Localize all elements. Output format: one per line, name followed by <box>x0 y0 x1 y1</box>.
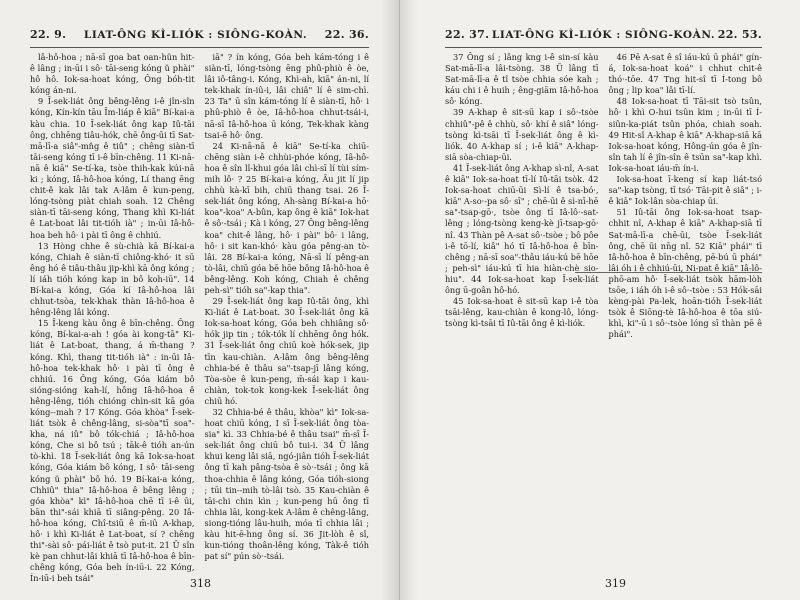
paragraph: iā" ? ín kóng, Góa beh kám-tóng i ê siàn-tī, lóng-tsòng ēng phû-phiò ê òe, lâi iô-tâng-i. Kóng, Khì-ah, kiā" án-ni, lí tek-khak ín-iû-i, lâi chiâ" lí ê sim-chì. 23 Ta" ū sîn kám-tóng lí ê siàn-tī, hô· i phû-phiò ê òe, Iâ-hô-hoa chhut-tsái-i, nā-sī Iâ-hô-hoa ū kóng, Tek-khak kàng tsai-ē hô· ông. <box>204 52 369 140</box>
left-page-number: 318 <box>190 577 211 590</box>
right-page-number: 319 <box>605 577 626 590</box>
left-column-1 <box>30 52 195 584</box>
right-header-title: LIAT-ÔNG KÌ-LIÓK : SIÔNG-KOÀN. <box>491 29 716 41</box>
paragraph: 41 Ī-sek-liát ông A-khap sì-nî, A-sat ê kiā" Iok-sa-hoat tī-lí Iû-tāi tsòk. 42 Iok-sa-hoat chiū-ūi Sì-lí ê tsa-bó·, kiā" A-so·-pa sô· sī" ; chē-ūi ê sì-nī-hē sa"-tsap-gō·, tsòe ông tī Iâ-lô·-sat-lêng ; lóng-tsòng keng-kè jī-tsap-gō· nî. 43 Thàn pê A-sat sô·-tsòe ; bô pôe i-ê tō-lí, kiâ" hó tī Iâ-hô-hoa ê bīn-chêng ; nā-sī soa"-thâu iáu-kú bē hōe ; peh-sì" iáu-kú tī hia hiàn-chè sio-hiu". 44 Iok-sa-hoat kap Ī-sek-liát ông ū-goân hô-hó. <box>445 162 599 295</box>
right-columns <box>445 52 762 340</box>
left-header-title: LIAT-ÔNG KÌ-LIÓK : SIÔNG-KOÀN. <box>83 29 308 41</box>
paragraph: 48 Iok-sa-hoat tī Tāi-sit tsò tsûn, hô· i khì O-hui tsûn kim ; in-ūi tī Í-siûn-ka-piát tsûn phóa, chiah soah. 49 Hit-sî A-khap ê kiā" A-khap-siā kā Iok-sa-hoat kóng, Hông-ún góa ê jîn-sîn tah lí ê jîn-sîn ê tsūn sa"-kap khì. Iok-sa-hoat iáu-m̄ ín-i. <box>608 96 762 173</box>
paragraph: 13 Hòng chhe ê sù-chià kā Bí-kai-a kóng, Chiah ê siàn-tī chiông-khó· it sū êng hó ê tiâu-thâu jip-khì kā ông kóng ; lí iáh tióh kóng kap in bô koh-iū". 14 Bí-kai-a kóng, Góa kí Iâ-hô-hoa lâi chhut-tsòa, tek-khak thàn Iâ-hô-hoa ê hêng-lêng lâi kóng. <box>30 240 195 318</box>
paragraph: 51 Iû-tāi ông Iok-sa-hoat tsap-chhit nî, A-khap ê kiā" A-khap-siā tī Sat-mā-lī-a chē-ūi, tsòe Ī-sek-liát ông, chē ūi nn̄g nî. 52 Kiā" phái" tī Iâ-hô-hoa ê bīn-chêng, pē-bú ū phái" lâi óh i ê chhiú-ūi, Ni-pat ê kiā" Iâ-lô-phō-am hô· Ī-sek-liát tsòk hām-lòh tsōe, i iáh óh i-ê sô·-tsòe : 53 Hók-sāi kèng-pài Pa-lek, hoān-tióh Ī-sek-liát tsòk ê Siōng-tè Iâ-hô-hoa ê tōa siú-khì, ki"-ū i sô·-tsòe lóng sī thàn pē ê phái". <box>608 207 762 340</box>
right-header-ref-end: 22. 53. <box>717 28 762 41</box>
right-running-head <box>445 28 762 48</box>
paragraph: 37 Ông sí ; lâng kng i-ê sin-sí kàu Sat-mā-lī-a lâi-tsòng. 38 Ū lâng tī Sat-mā-lī-a ê tî tsòe chhia sóe kah ; káu chi i ê huih ; êng-giām Iâ-hô-hoa sô· kóng. <box>445 52 599 107</box>
paragraph: lâ-hô-hoa ; nā-sī goa bat oan-hün hit-ê lâng ; in-ūi i sô· tāi-seng kóng ŭ phài" hô hô. Iok-sa-hoat kóng, Ông bóh-tit kóng án-ni. <box>30 52 195 96</box>
paragraph: 15 Ī-keng kàu ông ê bīn-chêng. Ông kóng, Bí-kai-a-ah ! góa ài kong-tā" Ki-liát ê Lat-boat, thang, á m̄-thang ? kóng. Khì, thang tit-tióh ià" : in-ūi Iâ-hô-hoa tek-khak hô· i pài tī ông ê chhiú. 16 Ông kóng, Góa kiám bô sióng-sióng kah-lí, hông Iâ-hô-hoa ê hêng-lêng, tióh chióng chìn-sit kā góa kóng--mah ? 17 Kóng. Góa khòa" Ī-sek-liát tsòk ê chêng-lâng, si-sòa"tī soa"-kha, ná iû" bô tók-chiá ; Iâ-hô-hoa kóng, Che si bô tsú ; tāk-ê tióh an-ún tò-khì. 18 Ī-sek-liát ông kā Iok-sa-hoat kóng, Góa kiám bô kóng, I sô· tāi-seng kóng ŭ phài" bô hó. 19 Bí-kai-a kóng, Chhiû" thia" Iâ-hô-hoa ê bêng lêng ; góa khòa" kì" Iâ-hô-hoa chē tī i-ê ūi, bān thi"-sái khiā tī siâng-pêng. 20 Iâ-hô-hoa kóng, Chî-tsiū ê m̄-iû A-khap, hô· i khì Ki-liát ê Lat-boat, sí ? chêng thi"-sài sô· pái-liát ê tsò put-it. 21 Ū sîn kè pan chhut-lâi khiā tī Iâ-hô-hoa ê bīn-chêng kóng, Góa beh ín-iū-i. 22 Kóng, Ín-iū-i beh tsái" <box>30 318 195 584</box>
right-column-2 <box>608 52 763 340</box>
paragraph: 46 Pē A-sat ê sî iáu-kú ū phái" gín-á, Iok-sa-hoat koá" i chhut chit-ê thó·-tōe. 47 Tng hit-sî tī Í-tong bô ông ; lip koa" lâi tī-lí. <box>608 52 762 96</box>
left-running-head <box>30 28 369 48</box>
left-column-2 <box>205 52 370 566</box>
left-header-ref-end: 22. 36. <box>324 28 369 41</box>
paragraph: 32 Chhia-bé ê thâu, khòa" kì" Iok-sa-hoat chiū kóng, I sī Ī-sek-liát ông tòa-sia" kì. 33 Chhia-bé ê thâu tsai" m̄-sī Ī-sek-liát ông chiū bô tui-i. 34 Ū lâng khui keng lâi siā, ngó-jiân tióh Ī-sek-liát ông tī kah pâng-tsòa ê sò·-tsái ; ông kā thoa-chhia ê lâng kóng, Góa tióh-siong ; tūi tin--mih tò-lâi tsò. 35 Kau-chiàn ê tāi-chi chin kìn ; kun-peng hū ông tī chhia lāi, kong-kek A-lâm ê chêng-lâng, siong-tióng lâu-huih, móa tī chhia lāi ; kàu hit-ē-hng ông sí. 36 Jit-lòh ê sî, kun-tióng thoân-lêng kóng, Tàk-ê tióh pat sí" pún sò·-tsái. <box>204 407 369 562</box>
right-column-1 <box>445 52 599 329</box>
paragraph: 24 Ki-nā-nā ê kiā" Se-tí-ka chiū-chēng siàn i-ê chhùi-phóe kóng, Iâ-hô-hoa ê sîn lî-khui góa lâi chì-sī lí tùi sím-mih lô· ? 25 Bí-kai-a kóng, Āu jit lí jip chhù kà-kī bih, chiū thang tsai. 26 Ī-sek-liát ông kóng, Ah-sàng Bí-kai-a hō· koa"-koa" A-bûn, kap ông ê kiā" Iok-hat ê sô·-tsái ; Kà i kóng, 27 Ông bêng-lêng koa" chit-ê lâng, hô· i pài" bô· i lâng, hô· i sit kan-khó· kàu góa pêng-an tò-lâi. 28 Bí-kai-a kóng, Nā-sī lí pêng-an tò-lâi, chiū góa bē hōe bông Iâ-hô-hoa ê bêng-lêng. Koh kóng, Chiah ê chêng peh-sì" tióh sa"-kap thia". <box>204 140 369 295</box>
gutter-shadow <box>381 0 399 600</box>
gutter-shadow <box>400 0 418 600</box>
paragraph: 39 A-khap ê sit-sū kap i sô·-tsòe chhiû"-pê ê chhù, sô· khí ê siâ" lóng-tsòng kì-tsāi tī Ī-sek-liát ông ê kì-liók. 40 A-khap sí ; i-ê kiā" A-khap-siā sòa-chiap-ūi. <box>445 107 599 162</box>
blank-area <box>445 272 762 560</box>
paragraph: Iok-sa-hoat ī-keng sí kap liát-tsó sa"-kap tsòng, tī tsó· Tāi-pit ê siâ" ; i-ê kiā" Iok-lân sòa-chiap ūi. <box>608 174 762 207</box>
paragraph: 29 Ī-sek-liát ông kap Iû-tāi ông, khì Ki-liát ê Lat-boat. 30 Ī-sek-liát ông kā Iok-sa-hoat kóng, Góa beh chhiâng sô· hók jip tin ; tók-tók lí chhēng ông hók. 31 Ī-sek-liát ông chiū koè hók-sek, jip tīn kau-chiàn. A-lâm ông bêng-lêng chhia-bé ê thâu sa"-tsap-jī lâng kóng, Tòa-sòe ê kun-peng, m̄-sái kap i kau-chiàn, tok-tok kong-kek Ī-sek-liát ông chiū hó. <box>204 296 369 406</box>
left-header-ref-start: 22. 9. <box>30 28 67 41</box>
paragraph: 45 Iok-sa-hoat ê sit-sū kap i-ê tòa tsāi-lêng, kau-chiàn ê kong-lô, lóng-tsòng kì-tsāi tī Iû-tāi ông ê kì-liók. <box>445 296 599 329</box>
right-page <box>400 0 800 600</box>
right-header-ref-start: 22. 37. <box>445 28 490 41</box>
paragraph: 9 Ī-sek-liát ông bêng-lêng i-ê jîn-sîn kóng, Kín-kín tāu Īm-liáp ê kiā" Bí-kai-a kàu chia. 10 Ī-sek-liát ông kap Iû-tāi ông, chhēng tiâu-hók, chē ông-ūi tī Sat-mā-lī-a siâ"-mn̂g ê tiû" ; chêng siàn-tī tāi-seng kóng tī i-ê bīn-chêng. 11 Ki-nā-nā ê kiā" Se-tí-ka, tsòe thih-kak kúi-nā ki ; kóng, Iâ-hô-hoa kóng, Lí thang ēng chit-ê kak lâi tak A-lâm ê kun-peng, lóng-tsòng piàt chiah soah. 12 Chêng siàn-tī tāi-seng kóng, Thang khì Ki-liát ê Lat-boat lâi tit-tióh ià" ; in-ūi Iâ-hô-hoa beh hô· i pài tī ông ê chhiú. <box>30 96 195 240</box>
end-rule <box>575 272 762 273</box>
